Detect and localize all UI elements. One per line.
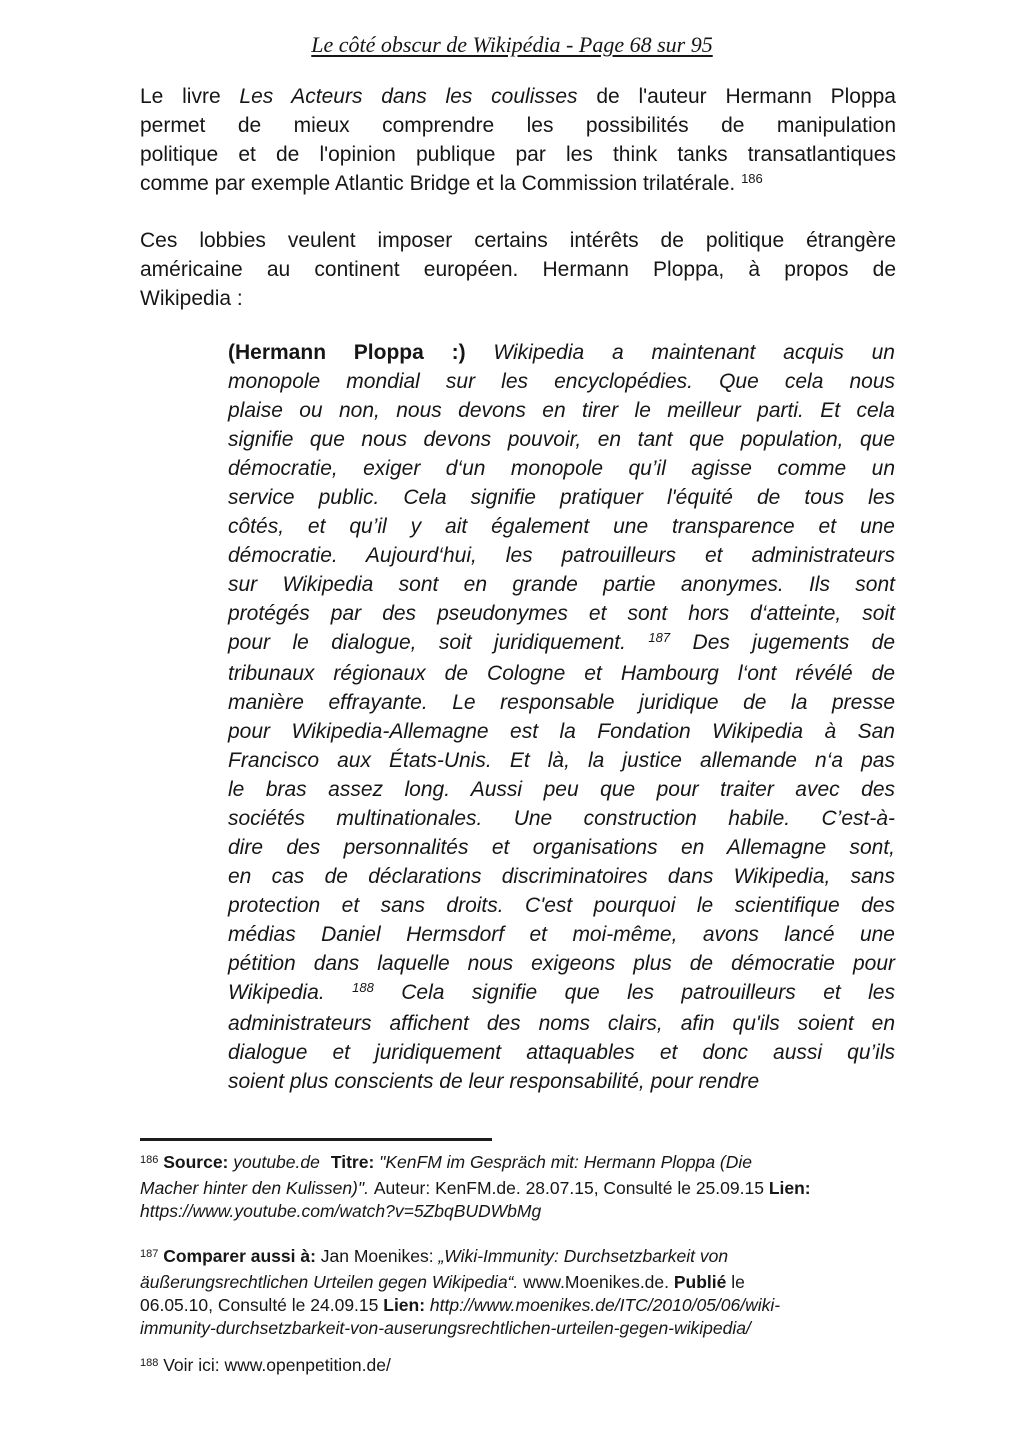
book-title: Les Acteurs dans les coulisses — [239, 85, 578, 108]
text-line: dialogue et juridiquement attaquables et donc aussi qu’ils — [228, 1041, 895, 1064]
text-line — [140, 1245, 900, 1271]
footnote-187 — [140, 1245, 900, 1340]
text-line: démocratie, exiger d‘un monopole qu’il agisse comme un — [228, 457, 895, 480]
page-header — [0, 31, 1024, 59]
footnote-meta: 06.05.10, Consulté le 24.09.15 — [140, 1295, 384, 1315]
label-lien: Lien: — [768, 1178, 811, 1198]
text-line: Ces lobbies veulent imposer certains intérêts de politique étrangère — [140, 229, 896, 252]
text-line — [140, 1317, 900, 1340]
quote-text: Wikipedia. — [228, 981, 353, 1004]
text-line: Francisco aux États-Unis. Et là, la justice allemande n‘a pas — [228, 749, 895, 772]
label-source: Source: — [158, 1152, 234, 1172]
text-line: service public. Cela signifie pratiquer l'équité de tous les — [228, 486, 895, 509]
article-title: „Wiki-Immunity: Durchsetzbarkeit von — [438, 1246, 729, 1266]
text-line — [228, 628, 895, 659]
text-line: dire des personnalités et organisations en Allemagne sont, — [228, 836, 895, 859]
label-comparer: Comparer aussi à: — [158, 1246, 321, 1266]
label-publie: Publié — [673, 1272, 727, 1292]
label-lien: Lien: — [383, 1295, 430, 1315]
text-line: administrateurs affichent des noms clairs, afin qu'ils soient en — [228, 1012, 895, 1035]
text-line: tribunaux régionaux de Cologne et Hambourg l‘ont révélé de — [228, 662, 895, 685]
text-line: médias Daniel Hermsdorf et moi-même, avons lancé une — [228, 923, 895, 946]
text-line: manière effrayante. Le responsable juridique de la presse — [228, 691, 895, 714]
blockquote-hermann-ploppa — [228, 338, 895, 1096]
site-name: www.Moenikes.de. — [523, 1272, 674, 1292]
quote-speaker: (Hermann Ploppa :) — [228, 341, 466, 364]
footnote-186 — [140, 1151, 900, 1223]
text-line: en cas de déclarations discriminatoires dans Wikipedia, sans — [228, 865, 895, 888]
footnote-text: Voir ici: www.openpetition.de/ — [158, 1355, 391, 1375]
paragraph-intro — [140, 82, 896, 200]
intro-text: de l'auteur Hermann Ploppa — [577, 85, 896, 108]
video-title: Macher hinter den Kulissen)". — [140, 1178, 374, 1198]
footnote-ref-186: 186 — [741, 171, 763, 186]
quote-text: Wikipedia a maintenant acquis un — [465, 341, 895, 364]
text-line: protection et sans droits. C'est pourquoi le scientifique des — [228, 894, 895, 917]
footnote-188 — [140, 1354, 900, 1380]
text-line: pétition dans laquelle nous exigeons plus de démocratie pour — [228, 952, 895, 975]
text-line — [140, 1200, 900, 1223]
footnote-ref-188: 188 — [352, 980, 374, 995]
text-line: monopole mondial sur les encyclopédies. Que cela nous — [228, 370, 895, 393]
paragraph-lobbies — [140, 226, 896, 313]
text-line — [140, 82, 896, 111]
text-line — [228, 978, 895, 1009]
text-line — [228, 338, 895, 367]
text-line — [140, 1177, 900, 1200]
footnote-number-187: 187 — [140, 1248, 159, 1260]
intro-text: Le livre — [140, 85, 240, 108]
label-titre: Titre: — [330, 1152, 380, 1172]
text-line — [140, 169, 896, 200]
text-line: le bras assez long. Aussi peu que pour traiter avec des — [228, 778, 895, 801]
text-line: signifie que nous devons pouvoir, en tant que population, que — [228, 428, 895, 451]
quote-text: Des jugements de — [670, 631, 895, 654]
text-line: pour Wikipedia-Allemagne est la Fondation Wikipedia à San — [228, 720, 895, 743]
text-line: Wikipedia : — [140, 287, 243, 310]
text-line: plaise ou non, nous devons en tirer le meilleur parti. Et cela — [228, 399, 895, 422]
text-line: soient plus conscients de leur responsabilité, pour rendre — [228, 1070, 760, 1093]
url-text: http://www.moenikes.de/ITC/2010/05/06/wiki- — [429, 1295, 781, 1315]
text-line — [140, 1354, 900, 1380]
text-line — [140, 1271, 900, 1294]
text-line: côtés, et qu’il y ait également une transparence et une — [228, 515, 895, 538]
running-title: Le côté obscur de Wikipédia - Page 68 sur 95 — [311, 32, 713, 57]
source-site: youtube.de — [233, 1152, 320, 1172]
footnote-ref-187: 187 — [648, 630, 671, 645]
footnote-number-188: 188 — [140, 1357, 159, 1369]
intro-text: comme par exemple Atlantic Bridge et la Commission trilatérale. — [140, 172, 742, 195]
text-line — [140, 1294, 900, 1317]
quote-text: Cela signifie que les patrouilleurs et les — [373, 981, 895, 1004]
text-line: sur Wikipedia sont en grande partie anonymes. Ils sont — [228, 573, 895, 596]
text-line: permet de mieux comprendre les possibilités de manipulation — [140, 114, 896, 137]
url-text: immunity-durchsetzbarkeit-von-auserungsrechtlichen-urteilen-gegen-wikipedia/ — [140, 1318, 751, 1338]
footnote-number-186: 186 — [140, 1154, 159, 1166]
text-line: américaine au continent européen. Hermann Ploppa, à propos de — [140, 258, 896, 281]
text-line — [140, 1151, 900, 1177]
url-text: https://www.youtube.com/watch?v=5ZbqBUDWbMg — [140, 1201, 542, 1221]
text-line: politique et de l'opinion publique par les think tanks transatlantiques — [140, 143, 896, 166]
footnote-meta: le — [726, 1272, 745, 1292]
text-line: protégés par des pseudonymes et sont hors d‘atteinte, soit — [228, 602, 895, 625]
text-line: sociétés multinationales. Une construction habile. C’est-à- — [228, 807, 895, 830]
article-title: äußerungsrechtlichen Urteilen gegen Wikipedia“. — [140, 1272, 524, 1292]
text-line: démocratie. Aujourd‘hui, les patrouilleurs et administrateurs — [228, 544, 895, 567]
video-title: "KenFM im Gespräch mit: Hermann Ploppa (Die — [379, 1152, 753, 1172]
footnote-separator — [140, 1138, 492, 1141]
footnote-meta: Auteur: KenFM.de. 28.07.15, Consulté le 25.09.15 — [373, 1178, 769, 1198]
quote-text: pour le dialogue, soit juridiquement. — [228, 631, 649, 654]
author-name: Jan Moenikes: — [320, 1246, 439, 1266]
